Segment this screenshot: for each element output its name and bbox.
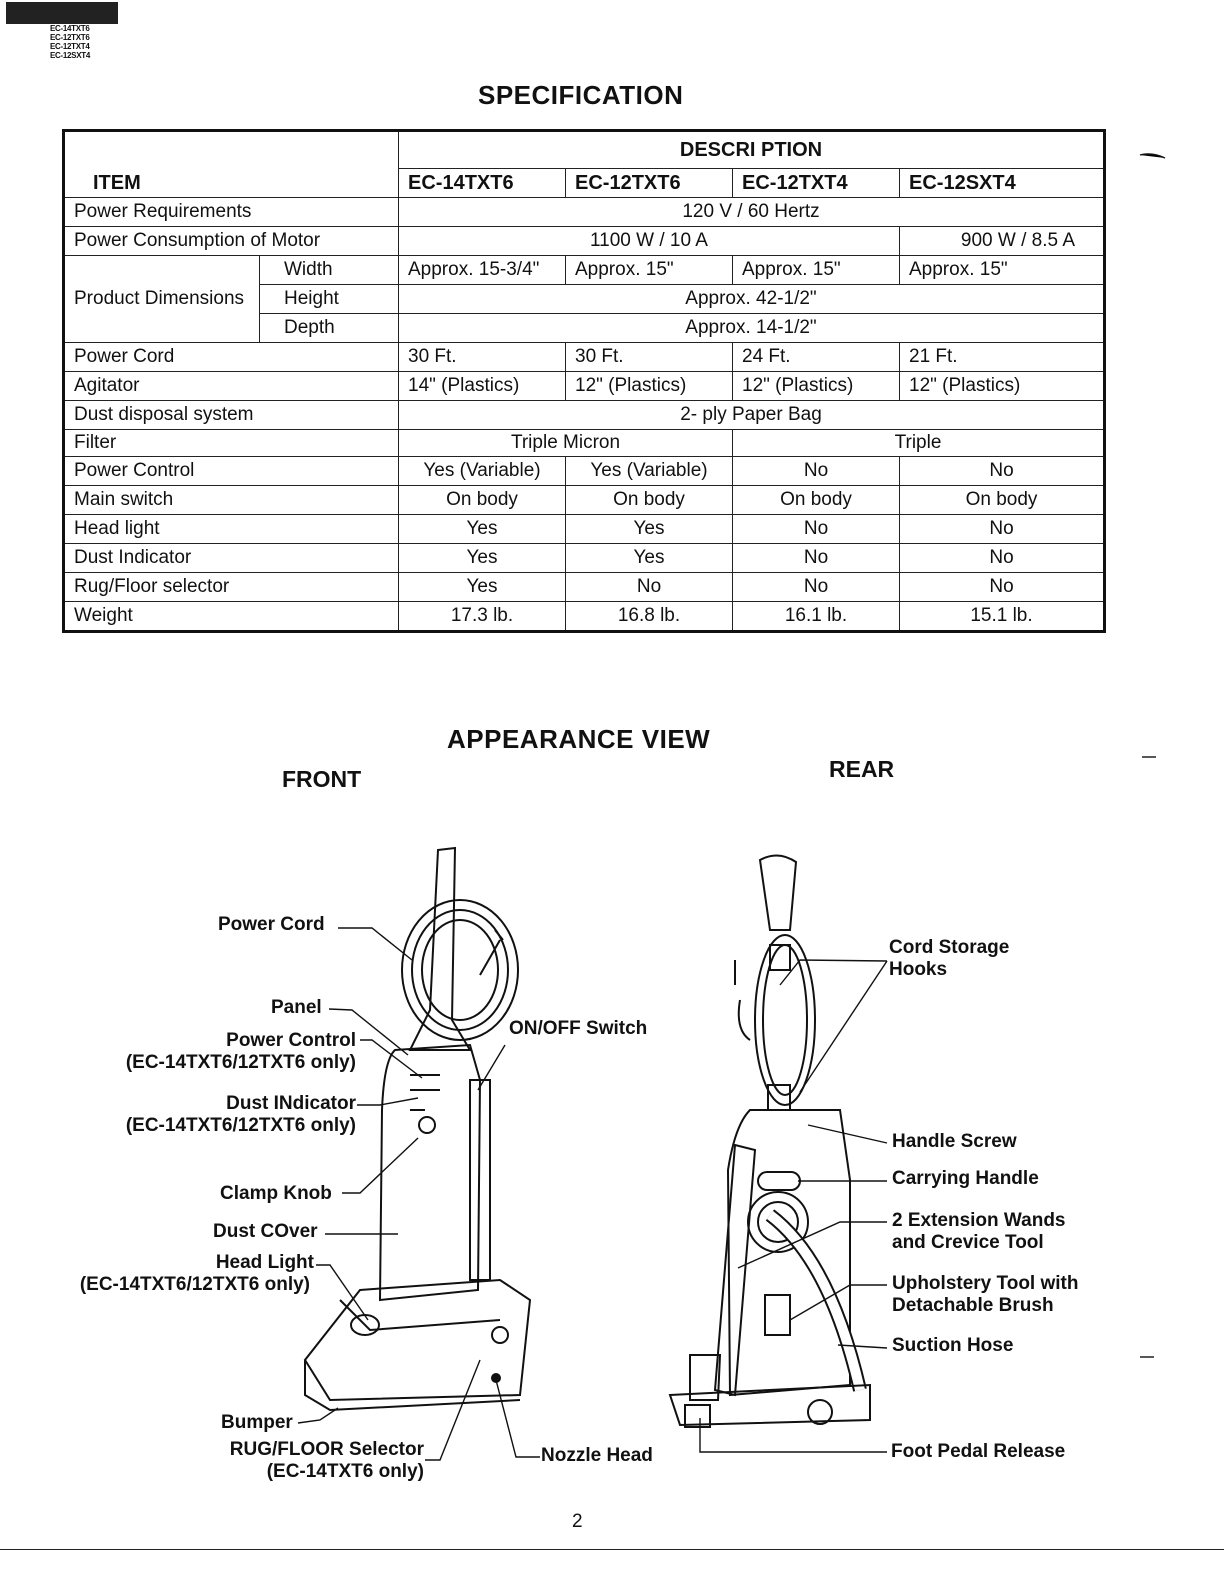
callout-power-control-note: (EC-14TXT6/12TXT6 only) xyxy=(125,1052,356,1073)
item-header: ITEM xyxy=(64,131,399,198)
model-header: EC-12TXT4 xyxy=(733,169,900,198)
cell: On body xyxy=(566,486,733,515)
page-number: 2 xyxy=(572,1511,583,1532)
row-sublabel: Width xyxy=(260,256,399,285)
callout-panel: Panel xyxy=(271,997,322,1018)
row-label: Filter xyxy=(64,430,399,457)
row-label: Head light xyxy=(64,515,399,544)
callout-carrying-handle: Carrying Handle xyxy=(892,1168,1039,1189)
callout-upholstery-tool-2: Detachable Brush xyxy=(892,1295,1054,1316)
cell: Triple Micron xyxy=(399,430,733,457)
row-label: Dust disposal system xyxy=(64,401,399,430)
row-label: Power Consumption of Motor xyxy=(64,227,399,256)
callout-extension-wands-2: and Crevice Tool xyxy=(892,1232,1044,1253)
cell: 16.1 lb. xyxy=(733,602,900,632)
cell: On body xyxy=(733,486,900,515)
callout-foot-pedal: Foot Pedal Release xyxy=(891,1441,1066,1462)
cell: Yes (Variable) xyxy=(399,457,566,486)
callout-power-control: Power Control xyxy=(226,1030,356,1051)
callout-upholstery-tool: Upholstery Tool with xyxy=(892,1273,1079,1294)
cell: 24 Ft. xyxy=(733,343,900,372)
cell: 17.3 lb. xyxy=(399,602,566,632)
cell: Approx. 15" xyxy=(566,256,733,285)
front-leader-lines xyxy=(298,928,540,1460)
cell: Approx. 14-1/2" xyxy=(399,314,1105,343)
cell: No xyxy=(900,515,1105,544)
header-model: EC-12SXT4 xyxy=(50,51,90,60)
cell: 120 V / 60 Hertz xyxy=(399,198,1105,227)
row-label: Power Control xyxy=(64,457,399,486)
cell: Approx. 15-3/4" xyxy=(399,256,566,285)
front-heading: FRONT xyxy=(282,766,362,792)
header-model: EC-12TXT6 xyxy=(50,33,90,42)
cell: No xyxy=(900,573,1105,602)
cell: Approx. 42-1/2" xyxy=(399,285,1105,314)
cell: Triple xyxy=(733,430,1105,457)
cell: Approx. 15" xyxy=(900,256,1105,285)
cell: 12" (Plastics) xyxy=(566,372,733,401)
cell: No xyxy=(733,515,900,544)
callout-head-light: Head Light xyxy=(215,1252,314,1273)
callout-dust-indicator-note: (EC-14TXT6/12TXT6 only) xyxy=(125,1115,356,1136)
rear-heading: REAR xyxy=(829,756,895,782)
row-label: Agitator xyxy=(64,372,399,401)
cell: On body xyxy=(900,486,1105,515)
callout-suction-hose: Suction Hose xyxy=(892,1335,1014,1356)
cell: 12" (Plastics) xyxy=(900,372,1105,401)
model-header: EC-14TXT6 xyxy=(399,169,566,198)
cell: Yes xyxy=(399,515,566,544)
cell: No xyxy=(900,544,1105,573)
callout-on-off-switch: ON/OFF Switch xyxy=(509,1018,648,1039)
callout-bumper: Bumper xyxy=(221,1412,293,1433)
model-header: EC-12TXT6 xyxy=(566,169,733,198)
cell: No xyxy=(566,573,733,602)
cell: On body xyxy=(399,486,566,515)
margin-marks xyxy=(1140,154,1165,1357)
cell: Yes xyxy=(399,573,566,602)
cell: 14" (Plastics) xyxy=(399,372,566,401)
callout-rug-floor: RUG/FLOOR Selector xyxy=(229,1439,424,1460)
callout-rug-floor-note: (EC-14TXT6 only) xyxy=(266,1461,424,1482)
row-label: Power Cord xyxy=(64,343,399,372)
cell: 30 Ft. xyxy=(399,343,566,372)
cell: Yes xyxy=(399,544,566,573)
model-header: EC-12SXT4 xyxy=(900,169,1105,198)
cell: Yes xyxy=(566,544,733,573)
cell: No xyxy=(733,544,900,573)
row-sublabel: Depth xyxy=(260,314,399,343)
callout-dust-cover: Dust COver xyxy=(213,1221,318,1242)
header-model: EC-12TXT4 xyxy=(50,42,90,51)
bottom-rule xyxy=(0,1549,1224,1550)
cell: No xyxy=(733,457,900,486)
callout-cord-storage-2: Hooks xyxy=(889,959,948,980)
cell: Yes (Variable) xyxy=(566,457,733,486)
cell: Approx. 15" xyxy=(733,256,900,285)
callout-extension-wands: 2 Extension Wands xyxy=(892,1210,1066,1231)
callout-nozzle-head: Nozzle Head xyxy=(541,1445,653,1466)
row-label: Dust Indicator xyxy=(64,544,399,573)
row-label: Main switch xyxy=(64,486,399,515)
callout-cord-storage: Cord Storage xyxy=(889,937,1010,958)
cell: 2- ply Paper Bag xyxy=(399,401,1105,430)
row-label: Rug/Floor selector xyxy=(64,573,399,602)
callout-head-light-note: (EC-14TXT6/12TXT6 only) xyxy=(79,1274,310,1295)
callout-power-cord: Power Cord xyxy=(218,914,325,935)
callout-dust-indicator: Dust INdicator xyxy=(226,1093,356,1114)
cell: 12" (Plastics) xyxy=(733,372,900,401)
callout-handle-screw: Handle Screw xyxy=(892,1131,1017,1152)
cell: 15.1 lb. xyxy=(900,602,1105,632)
cell: 21 Ft. xyxy=(900,343,1105,372)
cell: 900 W / 8.5 A xyxy=(900,227,1105,256)
rear-vacuum-drawing xyxy=(670,855,870,1427)
cell: 16.8 lb. xyxy=(566,602,733,632)
row-label: Power Requirements xyxy=(64,198,399,227)
row-label: Weight xyxy=(64,602,399,632)
cell: 30 Ft. xyxy=(566,343,733,372)
cell: Yes xyxy=(566,515,733,544)
header-model: EC-14TXT6 xyxy=(50,24,90,33)
description-header: DESCRI PTION xyxy=(399,131,1105,169)
callout-clamp-knob: Clamp Knob xyxy=(220,1183,332,1204)
appearance-title: APPEARANCE VIEW xyxy=(447,724,711,754)
cell: No xyxy=(733,573,900,602)
cell: No xyxy=(900,457,1105,486)
row-sublabel: Height xyxy=(260,285,399,314)
spec-title: SPECIFICATION xyxy=(478,80,684,110)
row-label: Product Dimensions xyxy=(64,256,260,343)
cell: 1100 W / 10 A xyxy=(399,227,900,256)
